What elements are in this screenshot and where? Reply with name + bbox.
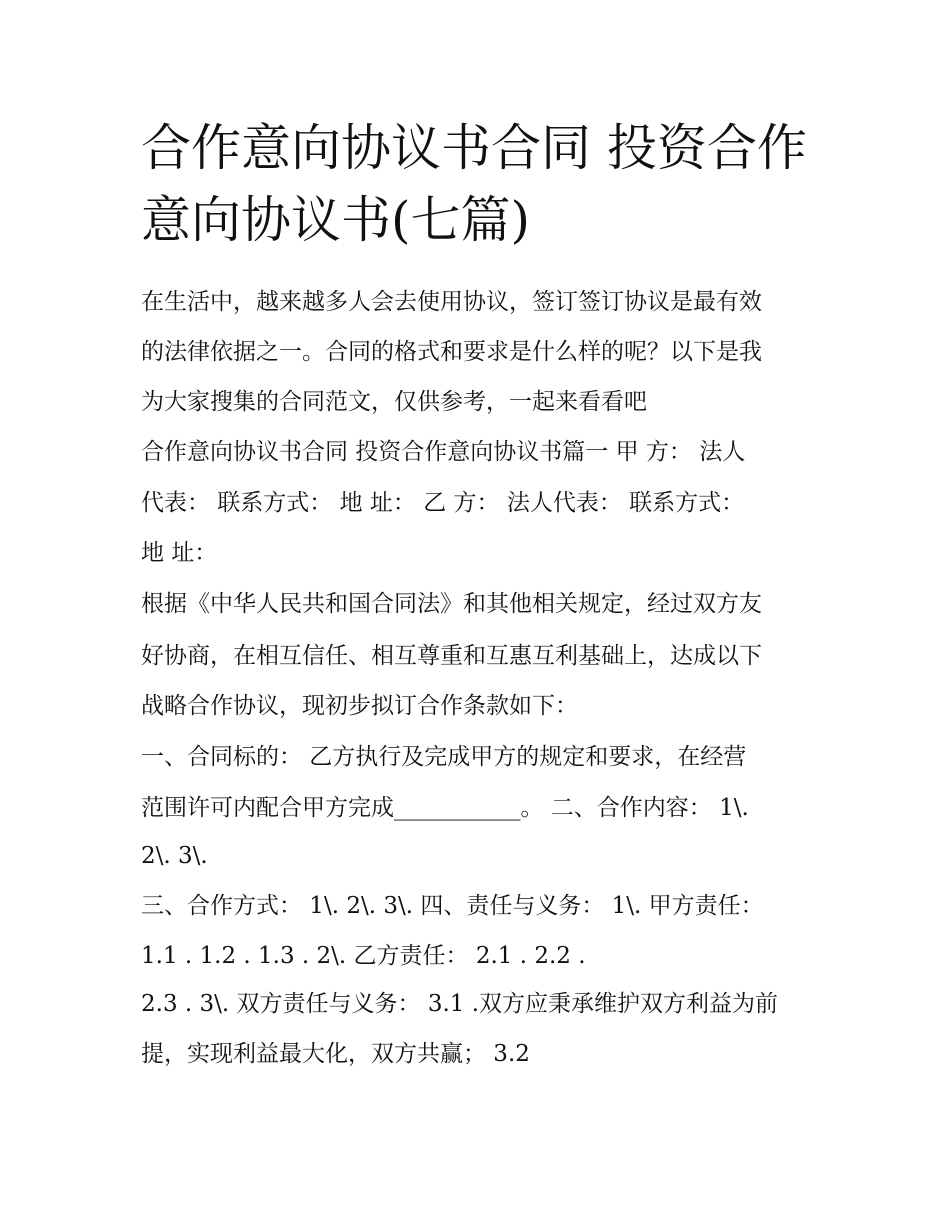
body-line: 2\. 3\. <box>141 843 208 869</box>
body-line: 的法律依据之一。合同的格式和要求是什么样的呢？以下是我 <box>141 339 762 365</box>
body-line: 1.1 . 1.2 . 1.3 . 2\. 乙方责任： 2.1 . 2.2 . <box>141 943 586 969</box>
body-line: 好协商，在相互信任、相互尊重和互惠互利基础上，达成以下 <box>141 643 762 669</box>
body-line: 一、合同标的： 乙方执行及完成甲方的规定和要求，在经营 <box>141 744 747 770</box>
title-line-2: 意向协议书(七篇) <box>141 191 531 249</box>
body-line: 为大家搜集的合同范文，仅供参考，一起来看看吧 <box>141 389 647 415</box>
body-line: 2.3 . 3\. 双方责任与义务： 3.1 .双方应秉承维护双方利益为前 <box>141 991 779 1017</box>
body-line: 战略合作协议，现初步拟订合作条款如下： <box>141 693 578 719</box>
document-title <box>141 112 821 256</box>
body-line: 地 址： <box>141 540 218 566</box>
body-line: 代表： 联系方式： 地 址： 乙 方： 法人代表： 联系方式： <box>141 490 745 516</box>
body-line: 范围许可内配合甲方完成___________。 二、合作内容： 1\. <box>141 795 749 821</box>
body-line: 在生活中，越来越多人会去使用协议，签订签订协议是最有效 <box>141 289 762 315</box>
title-line-1: 合作意向协议书合同 投资合作 <box>141 119 807 177</box>
body-line: 合作意向协议书合同 投资合作意向协议书篇一 甲 方： 法人 <box>141 439 746 465</box>
body-line: 提，实现利益最大化，双方共赢； 3.2 <box>141 1041 530 1067</box>
body-line: 三、合作方式： 1\. 2\. 3\. 四、责任与义务： 1\. 甲方责任： <box>141 893 764 919</box>
body-line: 根据《中华人民共和国合同法》和其他相关规定，经过双方友 <box>141 591 762 617</box>
